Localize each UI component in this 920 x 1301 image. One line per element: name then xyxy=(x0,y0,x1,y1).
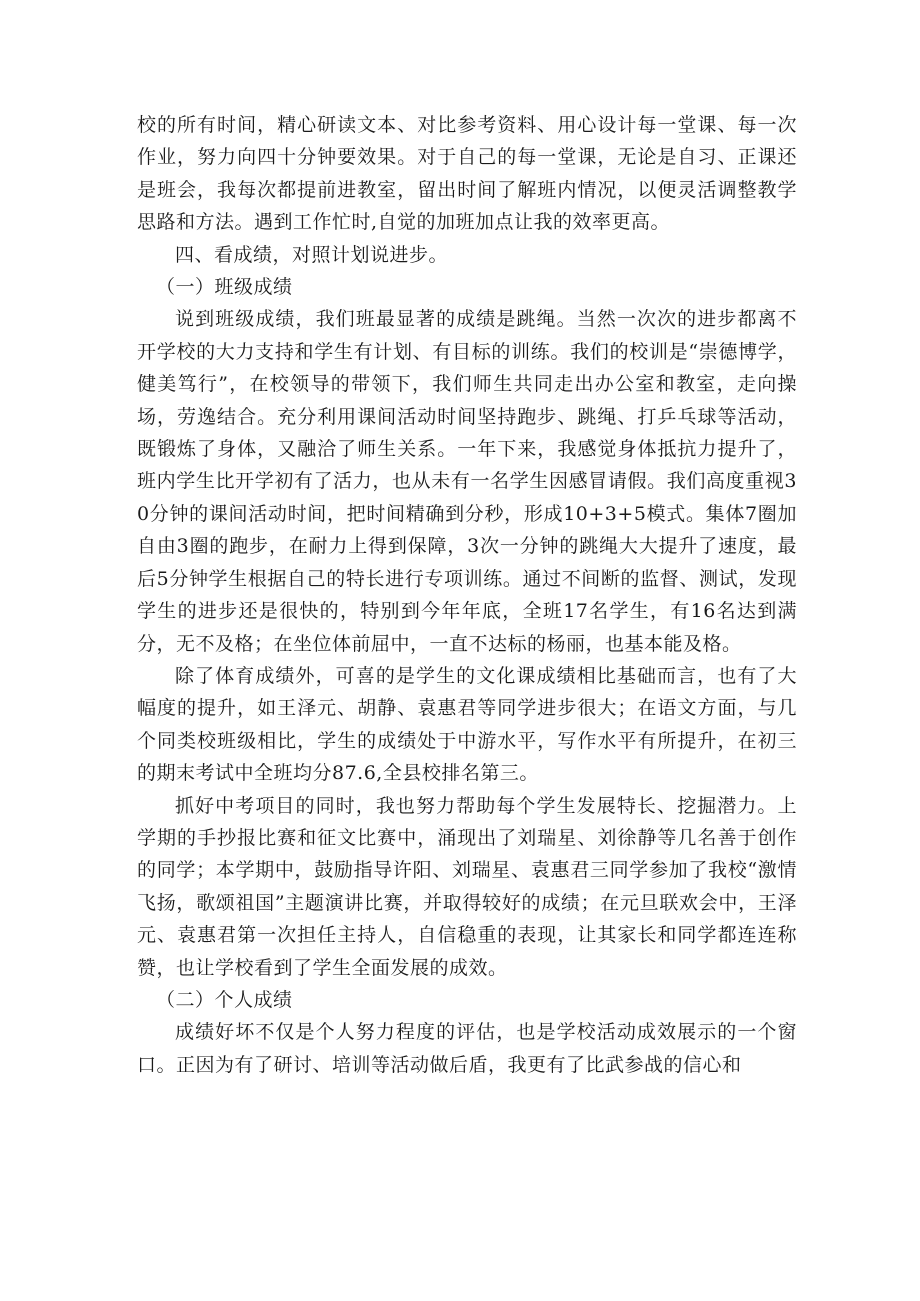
subheading-personal-results: （二）个人成绩 xyxy=(156,988,293,1011)
paragraph-continuation: 校的所有时间，精心研读文本、对比参考资料、用心设计每一堂课、每一次作业，努力向四十分钟要效果。对于自己的每一堂课，无论是自习、正课还是班会，我每次都提前进教室，留出时间了解班内情况，以便灵活调整教学思路和方法。遇到工作忙时,自觉的加班加点让我的效率更高。 xyxy=(137,114,797,234)
paragraph-rope-skipping: 说到班级成绩，我们班最显著的成绩是跳绳。当然一次次的进步都离不开学校的大力支持和学生有计划、有目标的训练。我们的校训是“崇德博学，健美笃行”，在校领导的带领下，我们师生共同走出办公室和教室，走向操场，劳逸结合。充分利用课间活动时间坚持跑步、跳绳、打乒乓球等活动，既锻炼了身体，又融洽了师生关系。一年下来，我感觉身体抵抗力提升了，班内学生比开学初有了活力，也从未有一名学生因感冒请假。我们高度重视30分钟的课间活动时间，把时间精确到分秒，形成10+3+5模式。集体7圈加自由3圈的跑步，在耐力上得到保障，3次一分钟的跳绳大大提升了速度，最后5分钟学生根据自己的特长进行专项训练。通过不间断的监督、测试，发现学生的进步还是很快的，特别到今年年底，全班17名学生，有16名达到满分，无不及格；在坐位体前屈中，一直不达标的杨丽，也基本能及格。 xyxy=(137,308,797,655)
paragraph-personal-results: 成绩好坏不仅是个人努力程度的评估，也是学校活动成效展示的一个窗口。正因为有了研讨、培训等活动做后盾，我更有了比武参战的信心和 xyxy=(137,1021,797,1076)
paragraph-academic-progress: 除了体育成绩外，可喜的是学生的文化课成绩相比基础而言，也有了大幅度的提升，如王泽元、胡静、袁惠君等同学进步很大；在语文方面，与几个同类校班级相比，学生的成绩处于中游水平，写作水平有所提升，在初三的期末考试中全班均分87.6,全县校排名第三。 xyxy=(137,664,797,785)
section-heading-results: 四、看成绩，对照计划说进步。 xyxy=(175,243,449,266)
subheading-class-results: （一）班级成绩 xyxy=(156,276,293,299)
document-page xyxy=(137,109,797,1081)
paragraph-talent-development: 抓好中考项目的同时，我也努力帮助每个学生发展特长、挖掘潜力。上学期的手抄报比赛和征文比赛中，涌现出了刘瑞星、刘徐静等几名善于创作的同学；本学期中，鼓励指导许阳、刘瑞星、袁惠君三同学参加了我校“激情飞扬，歌颂祖国”主题演讲比赛，并取得较好的成绩；在元旦联欢会中，王泽元、袁惠君第一次担任主持人，自信稳重的表现，让其家长和同学都连连称赞，也让学校看到了学生全面发展的成效。 xyxy=(137,794,797,979)
